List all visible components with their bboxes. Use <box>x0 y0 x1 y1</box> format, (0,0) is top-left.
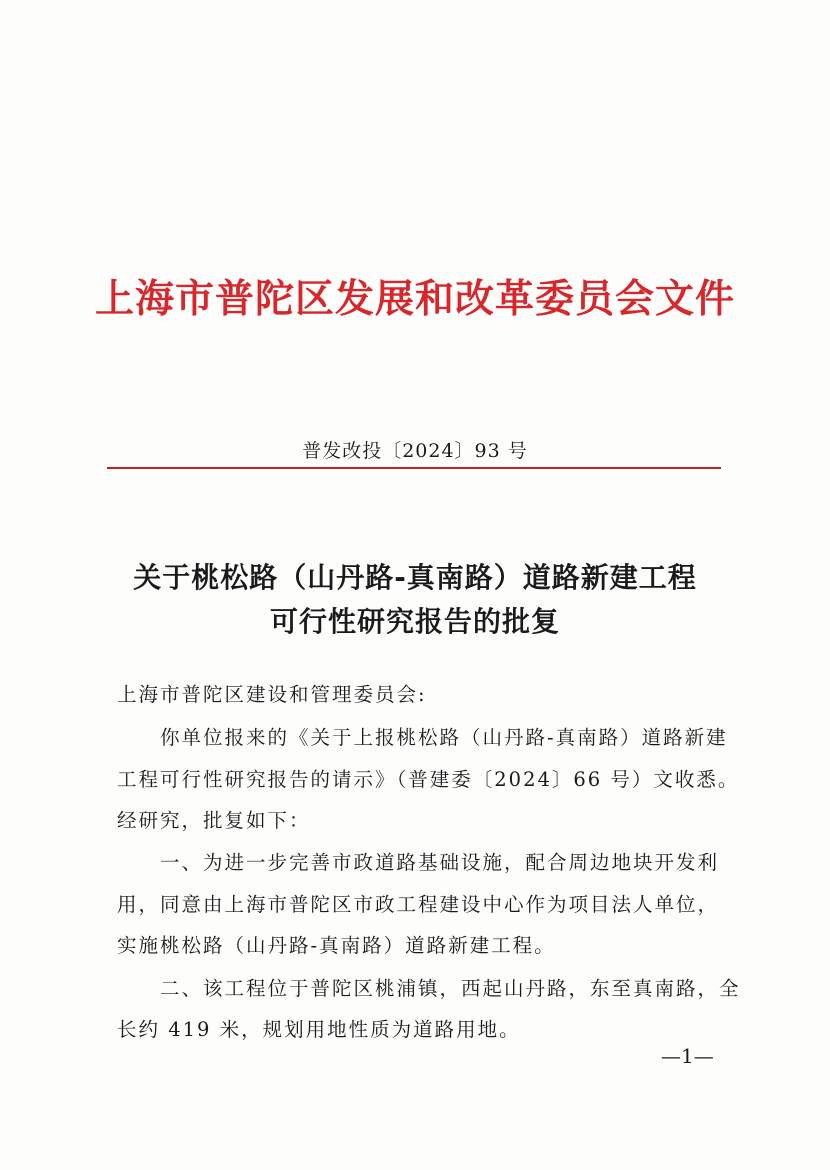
document-title-line-1: 关于桃松路（山丹路-真南路）道路新建工程 <box>133 561 697 594</box>
body-line: 一、为进一步完善市政道路基础设施，配合周边地块开发利 <box>160 851 720 874</box>
page-number: —1— <box>661 1044 714 1068</box>
body-line: 长约 419 米，规划用地性质为道路用地。 <box>117 1018 521 1041</box>
body-line: 二、该工程位于普陀区桃浦镇，西起山丹路，东至真南路，全 <box>160 977 741 1000</box>
document-title-line-2: 可行性研究报告的批复 <box>269 605 560 638</box>
body-line: 实施桃松路（山丹路-真南路）道路新建工程。 <box>117 934 556 957</box>
body-line: 用，同意由上海市普陀区市政工程建设中心作为项目法人单位， <box>117 893 720 916</box>
document-number: 普发改投〔2024〕93 号 <box>302 440 528 462</box>
body-line: 工程可行性研究报告的请示》（普建委〔2024〕66 号）文收悉。 <box>117 768 740 791</box>
body-line: 你单位报来的《关于上报桃松路（山丹路-真南路）道路新建 <box>160 726 728 749</box>
body-line: 经研究，批复如下： <box>117 809 311 832</box>
addressee: 上海市普陀区建设和管理委员会: <box>117 683 427 706</box>
masthead-title: 上海市普陀区发展和改革委员会文件 <box>94 276 735 322</box>
red-divider-rule <box>107 467 721 469</box>
